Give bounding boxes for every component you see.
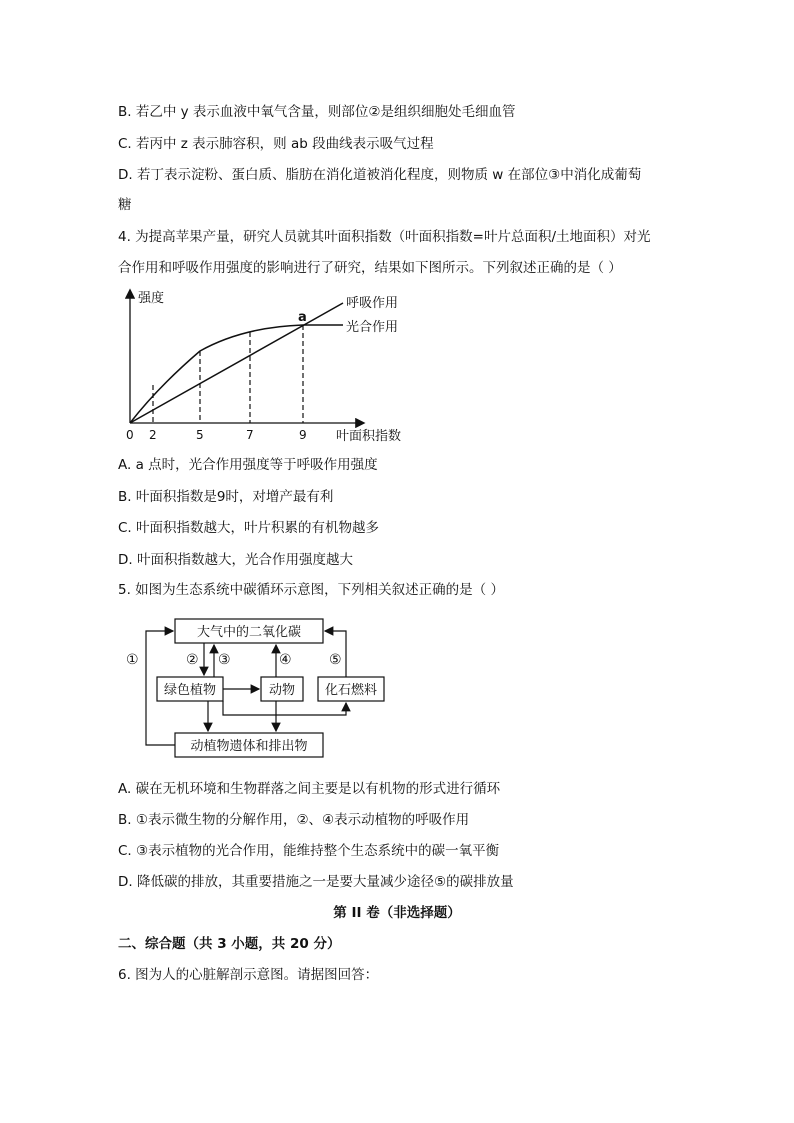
label-1: ① xyxy=(126,652,139,668)
x-axis-label: 叶面积指数 xyxy=(336,429,402,444)
q6-stem: 6. 图为人的心脏解剖示意图。请据图回答： xyxy=(118,967,379,983)
fossil-label: 化石燃料 xyxy=(324,683,378,698)
plants-label: 绿色植物 xyxy=(163,683,217,698)
q3-option-b: B. 若乙中 y 表示血液中氧气含量，则部位②是组织细胞处毛细血管 xyxy=(118,104,516,120)
q4-option-b: B. 叶面积指数是9时，对增产最有利 xyxy=(118,489,334,505)
section-heading: 二、综合题（共 3 小题，共 20 分） xyxy=(118,936,341,952)
remains-label: 动植物遗体和排出物 xyxy=(190,739,308,754)
tick-9: 9 xyxy=(299,428,307,442)
q5-option-c: C. ③表示植物的光合作用，能维持整个生态系统中的碳一氧平衡 xyxy=(118,843,500,859)
q4-stem-line1: 4. 为提高苹果产量，研究人员就其叶面积指数（叶面积指数=叶片总面积/土地面积）对光 xyxy=(118,229,651,245)
tick-5: 5 xyxy=(196,428,204,442)
origin-label: 0 xyxy=(126,428,134,442)
q5-option-b: B. ①表示微生物的分解作用，②、④表示动植物的呼吸作用 xyxy=(118,812,470,828)
q4-stem-line2: 合作用和呼吸作用强度的影响进行了研究，结果如下图所示。下列叙述正确的是（ ） xyxy=(118,260,622,276)
q3-option-d-line1: D. 若丁表示淀粉、蛋白质、脂肪在消化道被消化程度，则物质 w 在部位③中消化成葡萄 xyxy=(118,167,642,183)
photosynthesis-curve xyxy=(130,325,343,423)
q4-chart xyxy=(118,285,418,445)
to-fossil-arrow xyxy=(223,701,346,715)
respiration-label: 呼吸作用 xyxy=(346,296,399,311)
q3-option-d-line2: 糖 xyxy=(118,197,132,213)
respiration-line xyxy=(130,303,343,423)
photosynthesis-label: 光合作用 xyxy=(346,320,399,335)
q5-stem: 5. 如图为生态系统中碳循环示意图，下列相关叙述正确的是（ ） xyxy=(118,582,504,598)
label-2: ② xyxy=(186,652,199,668)
q4-option-a: A. a 点时，光合作用强度等于呼吸作用强度 xyxy=(118,457,378,473)
q5-option-d: D. 降低碳的排放，其重要措施之一是要大量减少途径⑤的碳排放量 xyxy=(118,874,514,890)
label-4: ④ xyxy=(279,652,292,668)
section-title: 第 II 卷（非选择题） xyxy=(333,905,461,921)
co2-label: 大气中的二氧化碳 xyxy=(196,625,302,640)
point-a-label: a xyxy=(298,310,307,325)
q4-option-d: D. 叶面积指数越大，光合作用强度越大 xyxy=(118,552,353,568)
q5-option-a: A. 碳在无机环境和生物群落之间主要是以有机物的形式进行循环 xyxy=(118,781,501,797)
y-axis-label: 强度 xyxy=(138,291,165,306)
label-5: ⑤ xyxy=(329,652,342,668)
label-3: ③ xyxy=(218,652,231,668)
tick-7: 7 xyxy=(246,428,254,442)
q4-option-c: C. 叶面积指数越大，叶片积累的有机物越多 xyxy=(118,520,380,536)
carbon-cycle-diagram xyxy=(118,612,398,762)
animals-label: 动物 xyxy=(268,683,296,698)
q3-option-c: C. 若丙中 z 表示肺容积，则 ab 段曲线表示吸气过程 xyxy=(118,136,434,152)
tick-2: 2 xyxy=(149,428,157,442)
